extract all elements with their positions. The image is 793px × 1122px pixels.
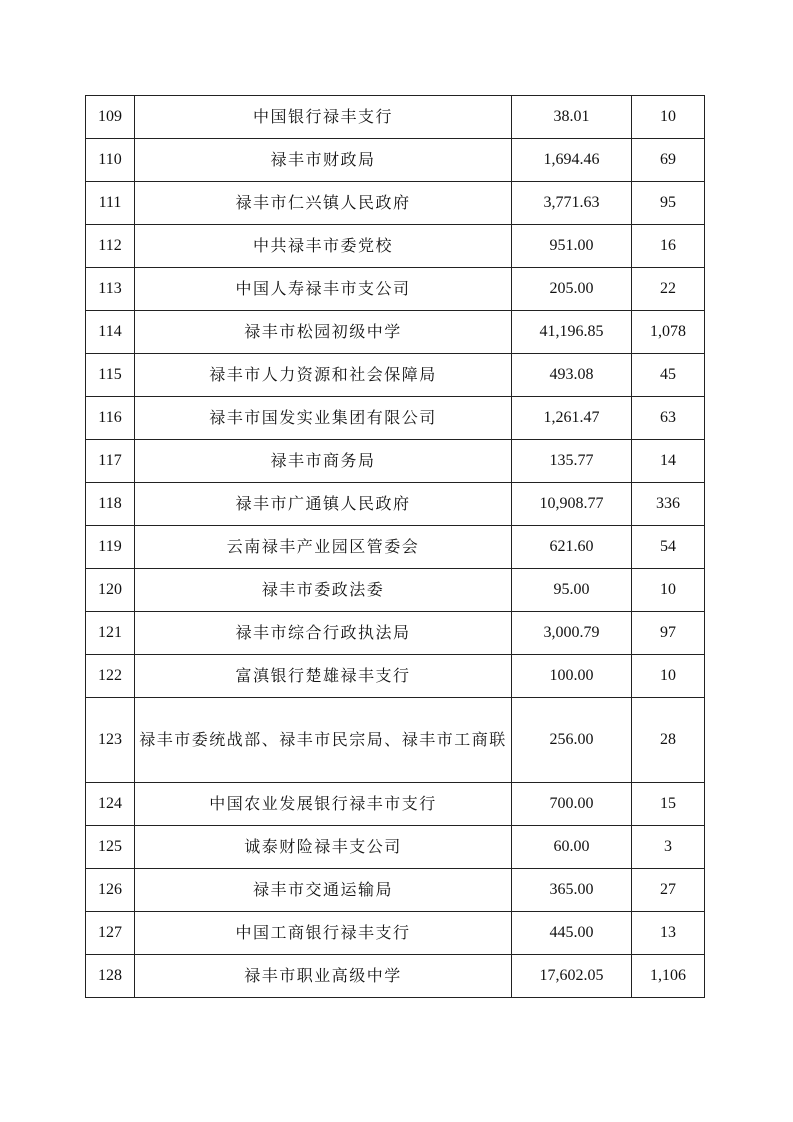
row-number: 111 — [86, 182, 135, 225]
table-row — [86, 526, 705, 569]
unit-name: 禄丰市商务局 — [135, 440, 512, 483]
table-row — [86, 225, 705, 268]
table-row — [86, 655, 705, 698]
table-row — [86, 783, 705, 826]
row-number: 123 — [86, 698, 135, 783]
row-number: 121 — [86, 612, 135, 655]
table-row — [86, 354, 705, 397]
table-row — [86, 182, 705, 225]
amount: 3,000.79 — [512, 612, 632, 655]
unit-name: 禄丰市人力资源和社会保障局 — [135, 354, 512, 397]
table-row — [86, 955, 705, 998]
row-number: 124 — [86, 783, 135, 826]
table-row — [86, 96, 705, 139]
data-table — [85, 95, 705, 998]
unit-name: 禄丰市委统战部、禄丰市民宗局、禄丰市工商联 — [135, 698, 512, 783]
table-row — [86, 139, 705, 182]
count: 10 — [632, 655, 705, 698]
table-row — [86, 397, 705, 440]
table-row — [86, 698, 705, 783]
count: 28 — [632, 698, 705, 783]
amount: 95.00 — [512, 569, 632, 612]
table-row — [86, 311, 705, 354]
row-number: 128 — [86, 955, 135, 998]
unit-name: 中国银行禄丰支行 — [135, 96, 512, 139]
table-row — [86, 483, 705, 526]
amount: 17,602.05 — [512, 955, 632, 998]
unit-name: 禄丰市松园初级中学 — [135, 311, 512, 354]
table-row — [86, 612, 705, 655]
count: 69 — [632, 139, 705, 182]
count: 10 — [632, 96, 705, 139]
unit-name: 禄丰市交通运输局 — [135, 869, 512, 912]
amount: 205.00 — [512, 268, 632, 311]
count: 54 — [632, 526, 705, 569]
count: 1,106 — [632, 955, 705, 998]
unit-name: 富滇银行楚雄禄丰支行 — [135, 655, 512, 698]
row-number: 125 — [86, 826, 135, 869]
row-number: 115 — [86, 354, 135, 397]
unit-name: 云南禄丰产业园区管委会 — [135, 526, 512, 569]
amount: 3,771.63 — [512, 182, 632, 225]
count: 13 — [632, 912, 705, 955]
table-row — [86, 440, 705, 483]
count: 1,078 — [632, 311, 705, 354]
amount: 135.77 — [512, 440, 632, 483]
amount: 951.00 — [512, 225, 632, 268]
count: 45 — [632, 354, 705, 397]
unit-name: 中国人寿禄丰市支公司 — [135, 268, 512, 311]
table-row — [86, 869, 705, 912]
amount: 445.00 — [512, 912, 632, 955]
count: 63 — [632, 397, 705, 440]
row-number: 114 — [86, 311, 135, 354]
amount: 621.60 — [512, 526, 632, 569]
unit-name: 禄丰市财政局 — [135, 139, 512, 182]
amount: 365.00 — [512, 869, 632, 912]
row-number: 126 — [86, 869, 135, 912]
amount: 1,261.47 — [512, 397, 632, 440]
count: 15 — [632, 783, 705, 826]
unit-name: 禄丰市广通镇人民政府 — [135, 483, 512, 526]
unit-name: 禄丰市职业高级中学 — [135, 955, 512, 998]
amount: 1,694.46 — [512, 139, 632, 182]
amount: 256.00 — [512, 698, 632, 783]
amount: 100.00 — [512, 655, 632, 698]
row-number: 117 — [86, 440, 135, 483]
amount: 10,908.77 — [512, 483, 632, 526]
unit-name: 禄丰市综合行政执法局 — [135, 612, 512, 655]
table-row — [86, 912, 705, 955]
row-number: 113 — [86, 268, 135, 311]
unit-name: 诚泰财险禄丰支公司 — [135, 826, 512, 869]
row-number: 119 — [86, 526, 135, 569]
amount: 493.08 — [512, 354, 632, 397]
row-number: 109 — [86, 96, 135, 139]
row-number: 127 — [86, 912, 135, 955]
count: 10 — [632, 569, 705, 612]
unit-name: 中共禄丰市委党校 — [135, 225, 512, 268]
row-number: 110 — [86, 139, 135, 182]
amount: 38.01 — [512, 96, 632, 139]
unit-name: 禄丰市仁兴镇人民政府 — [135, 182, 512, 225]
count: 27 — [632, 869, 705, 912]
row-number: 116 — [86, 397, 135, 440]
row-number: 122 — [86, 655, 135, 698]
row-number: 120 — [86, 569, 135, 612]
table-row — [86, 268, 705, 311]
row-number: 112 — [86, 225, 135, 268]
amount: 60.00 — [512, 826, 632, 869]
count: 14 — [632, 440, 705, 483]
count: 22 — [632, 268, 705, 311]
row-number: 118 — [86, 483, 135, 526]
count: 336 — [632, 483, 705, 526]
unit-name: 禄丰市委政法委 — [135, 569, 512, 612]
unit-name: 中国工商银行禄丰支行 — [135, 912, 512, 955]
count: 16 — [632, 225, 705, 268]
count: 3 — [632, 826, 705, 869]
table-row — [86, 826, 705, 869]
count: 95 — [632, 182, 705, 225]
amount: 700.00 — [512, 783, 632, 826]
count: 97 — [632, 612, 705, 655]
unit-name: 中国农业发展银行禄丰市支行 — [135, 783, 512, 826]
table-row — [86, 569, 705, 612]
unit-name: 禄丰市国发实业集团有限公司 — [135, 397, 512, 440]
amount: 41,196.85 — [512, 311, 632, 354]
